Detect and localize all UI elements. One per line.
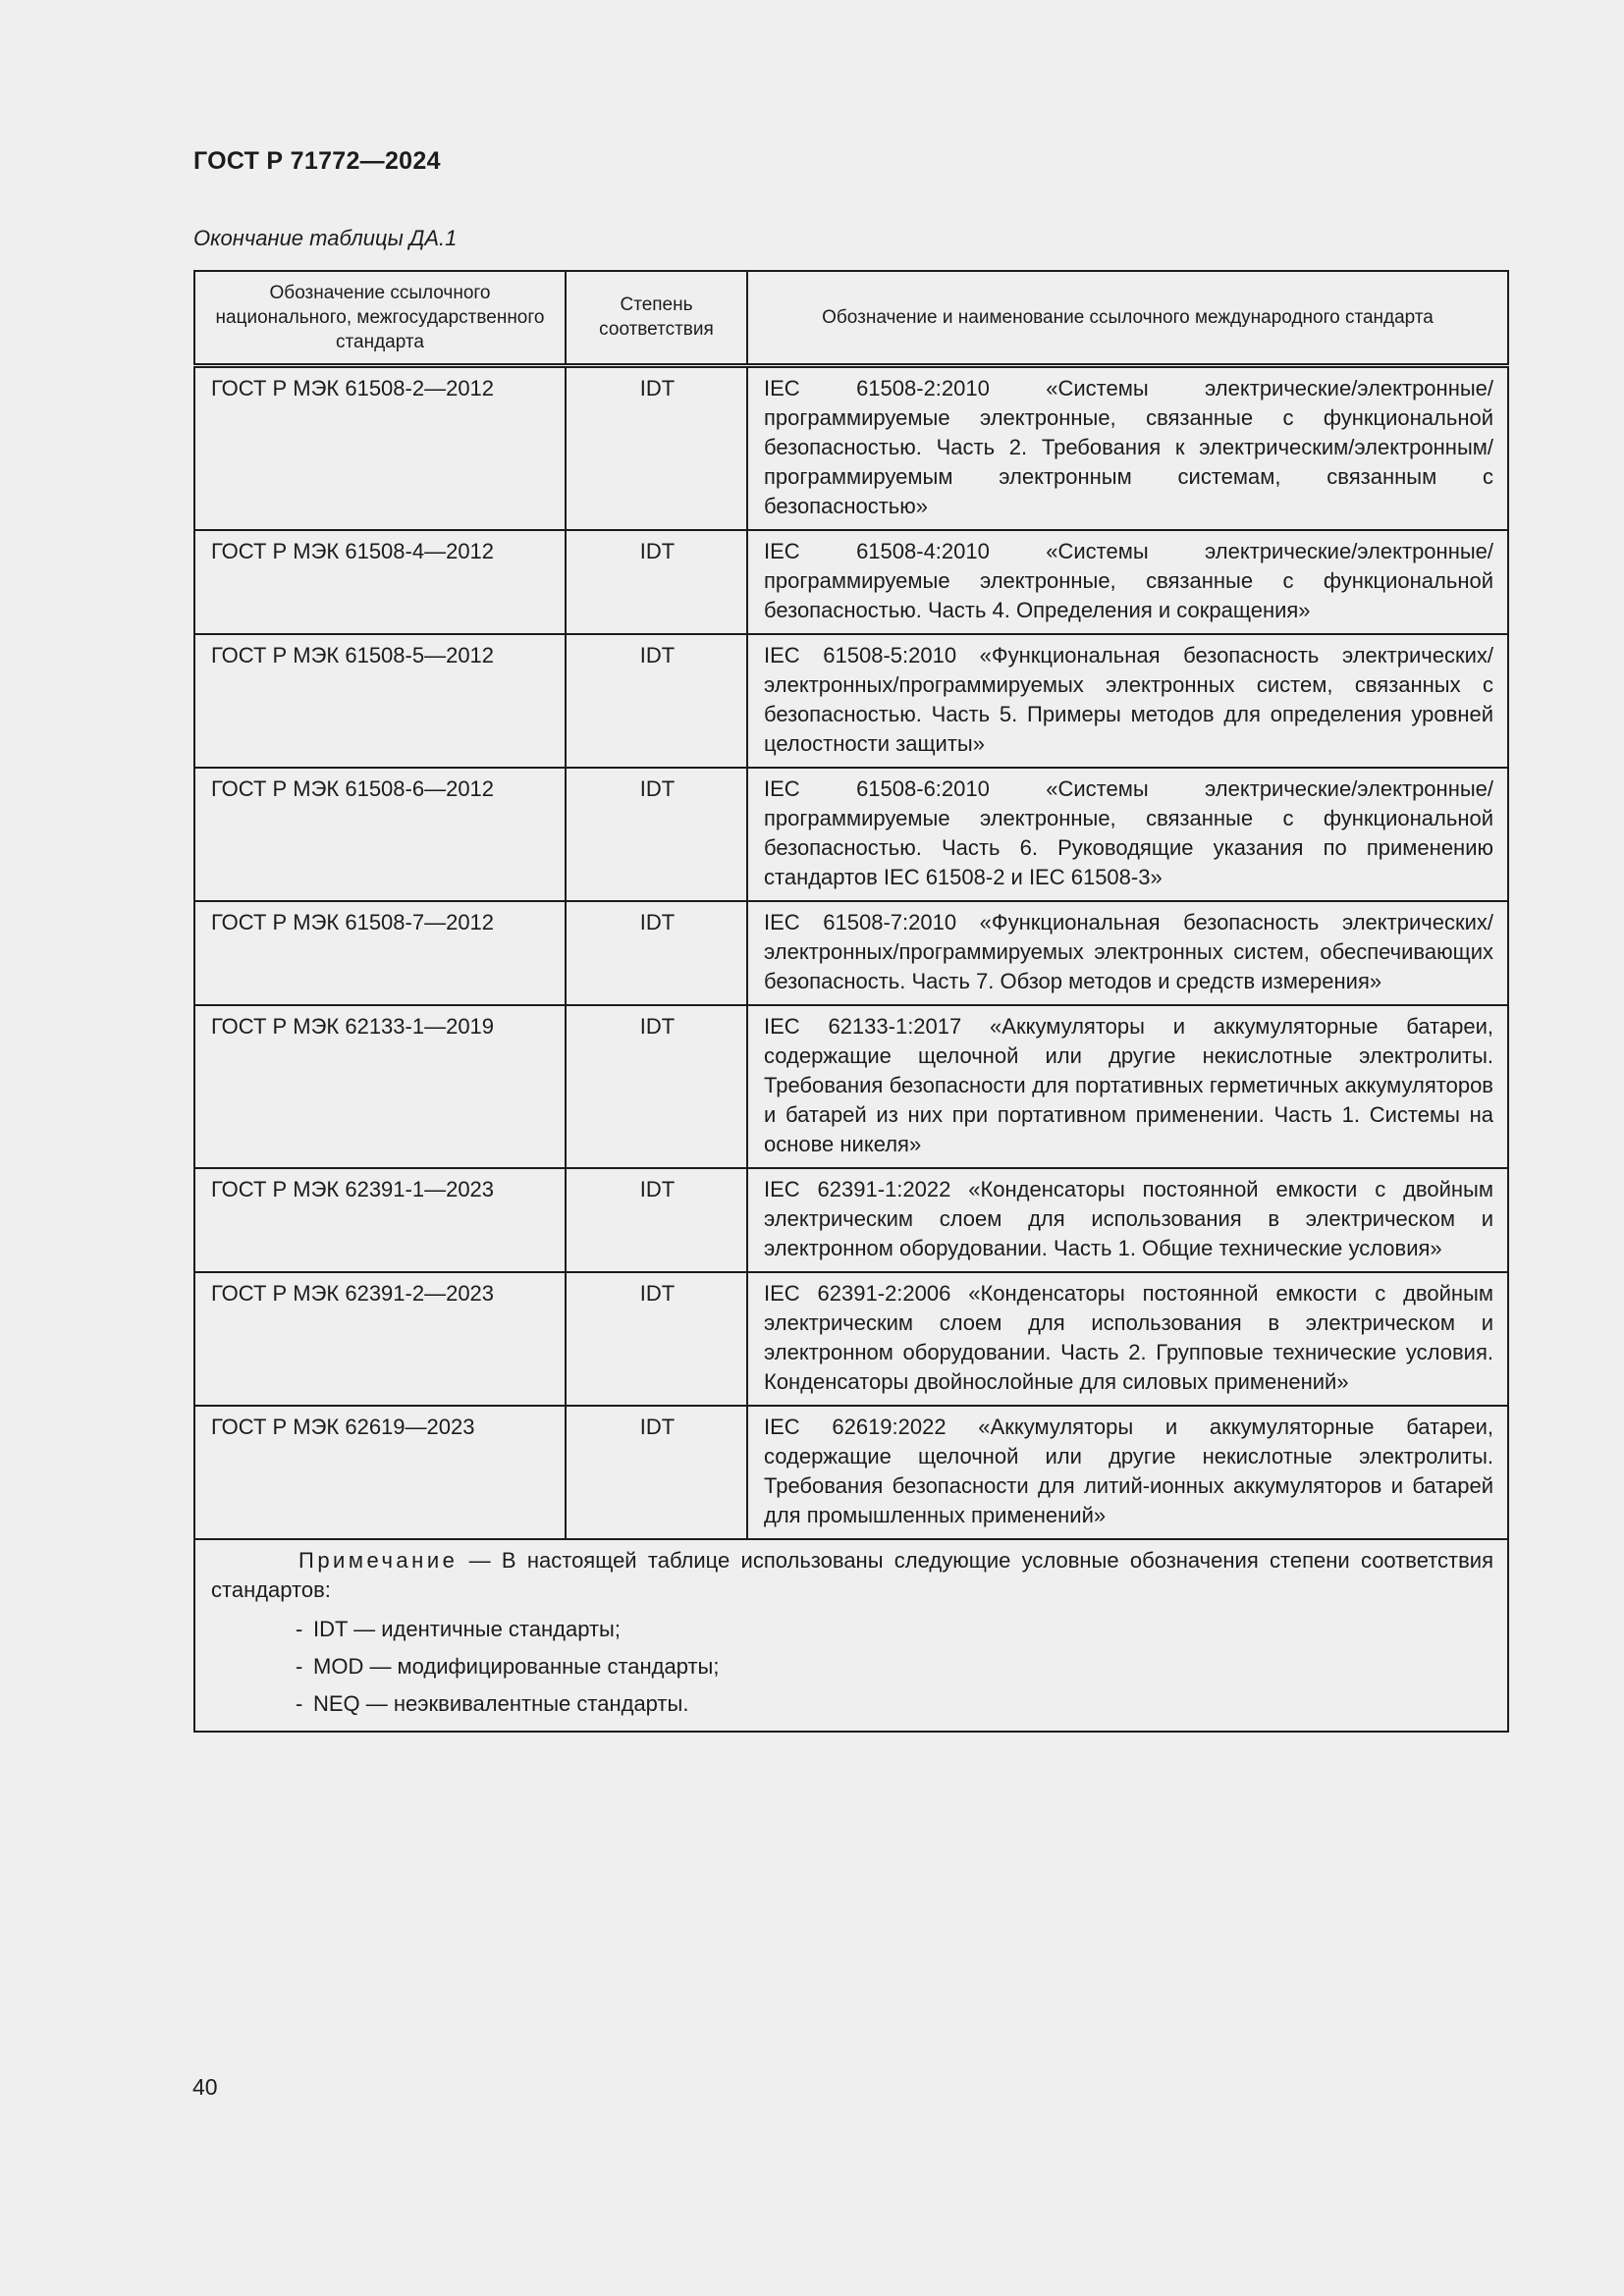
international-standard-cell: IEC 61508-6:2010 «Системы электрические/электронные/программируемые электронные, связанные с функциональной безопасностью. Часть 6. Руководящие указания по применению стандартов IEC 61508-2 и IEC 61508-3» [747,768,1508,901]
table-row [194,1168,1508,1272]
table-row [194,365,1508,530]
international-standard-cell: IEC 62133-1:2017 «Аккумуляторы и аккумуляторные батареи, содержащие щелочной или другие некислотные электролиты. Требования безопасности для портативных герметичных аккумуляторов и батарей из них при портативном применении. Часть 1. Системы на основе никеля» [747,1005,1508,1168]
international-standard-cell: IEC 61508-7:2010 «Функциональная безопасность электрических/электронных/программируемых электронных систем, обеспечивающих безопасность. Часть 7. Обзор методов и средств измерения» [747,901,1508,1005]
note-intro [211,1546,1493,1605]
national-standard-cell: ГОСТ Р МЭК 61508-4—2012 [194,530,566,634]
note-text: — В настоящей таблице использованы следующие условные обозначения степени соответствия стандартов: [211,1547,1493,1602]
international-standard-cell: IEC 62619:2022 «Аккумуляторы и аккумуляторные батареи, содержащие щелочной или другие некислотные электролиты. Требования безопасности для литий-ионных аккумуляторов и батарей для промышленных применений» [747,1406,1508,1539]
international-standard-cell: IEC 61508-5:2010 «Функциональная безопасность электрических/электронных/программируемых электронных систем, связанных с безопасностью. Часть 5. Примеры методов для определения уровней целостности защиты» [747,634,1508,768]
table-row [194,1005,1508,1168]
note-label: Примечание [298,1547,459,1573]
page-number: 40 [192,2074,218,2100]
degree-cell: IDT [566,1406,747,1539]
document-header: ГОСТ Р 71772—2024 [193,147,441,175]
note-list-item: - NEQ — неэквивалентные стандарты. [296,1685,1493,1723]
dash-bullet: - [296,1690,303,1716]
degree-cell: IDT [566,1005,747,1168]
international-standard-cell: IEC 61508-2:2010 «Системы электрические/электронные/программируемые электронные, связанные с функциональной безопасностью. Часть 2. Требования к электрическим/электронным/программируемым электронным системам, связанным с безопасностью» [747,365,1508,530]
note-list-item: - IDT — идентичные стандарты; [296,1611,1493,1648]
dash-bullet: - [296,1616,303,1641]
note-list-item: - MOD — модифицированные стандарты; [296,1648,1493,1685]
national-standard-cell: ГОСТ Р МЭК 61508-6—2012 [194,768,566,901]
table-note [194,1539,1508,1732]
degree-cell: IDT [566,1272,747,1406]
table-body [194,365,1508,1539]
table-row [194,768,1508,901]
standards-table [193,270,1509,1733]
dash-bullet: - [296,1653,303,1679]
degree-cell: IDT [566,530,747,634]
degree-cell: IDT [566,768,747,901]
table-header [194,271,1508,365]
international-standard-cell: IEC 62391-1:2022 «Конденсаторы постоянной емкости с двойным электрическим слоем для использования в электрическом и электронном оборудовании. Часть 1. Общие технические условия» [747,1168,1508,1272]
national-standard-cell: ГОСТ Р МЭК 61508-7—2012 [194,901,566,1005]
national-standard-cell: ГОСТ Р МЭК 61508-5—2012 [194,634,566,768]
international-standard-cell: IEC 61508-4:2010 «Системы электрические/электронные/программируемые электронные, связанные с функциональной безопасностью. Часть 4. Определения и сокращения» [747,530,1508,634]
table-row [194,634,1508,768]
national-standard-cell: ГОСТ Р МЭК 62391-1—2023 [194,1168,566,1272]
national-standard-cell: ГОСТ Р МЭК 62133-1—2019 [194,1005,566,1168]
note-list [211,1611,1493,1723]
national-standard-cell: ГОСТ Р МЭК 62619—2023 [194,1406,566,1539]
column-header-international: Обозначение и наименование ссылочного международного стандарта [747,271,1508,365]
table-row [194,1272,1508,1406]
international-standard-cell: IEC 62391-2:2006 «Конденсаторы постоянной емкости с двойным электрическим слоем для использования в электрическом и электронном оборудовании. Часть 2. Групповые технические условия. Конденсаторы двойнослойные для силовых применений» [747,1272,1508,1406]
note-row [194,1539,1508,1732]
table-row [194,530,1508,634]
national-standard-cell: ГОСТ Р МЭК 62391-2—2023 [194,1272,566,1406]
degree-cell: IDT [566,1168,747,1272]
column-header-degree: Степень соответствия [566,271,747,365]
degree-cell: IDT [566,365,747,530]
table-caption: Окончание таблицы ДА.1 [193,226,458,250]
column-header-national: Обозначение ссылочного национального, межгосударственного стандарта [194,271,566,365]
degree-cell: IDT [566,901,747,1005]
degree-cell: IDT [566,634,747,768]
table-row [194,901,1508,1005]
table-row [194,1406,1508,1539]
national-standard-cell: ГОСТ Р МЭК 61508-2—2012 [211,375,495,400]
